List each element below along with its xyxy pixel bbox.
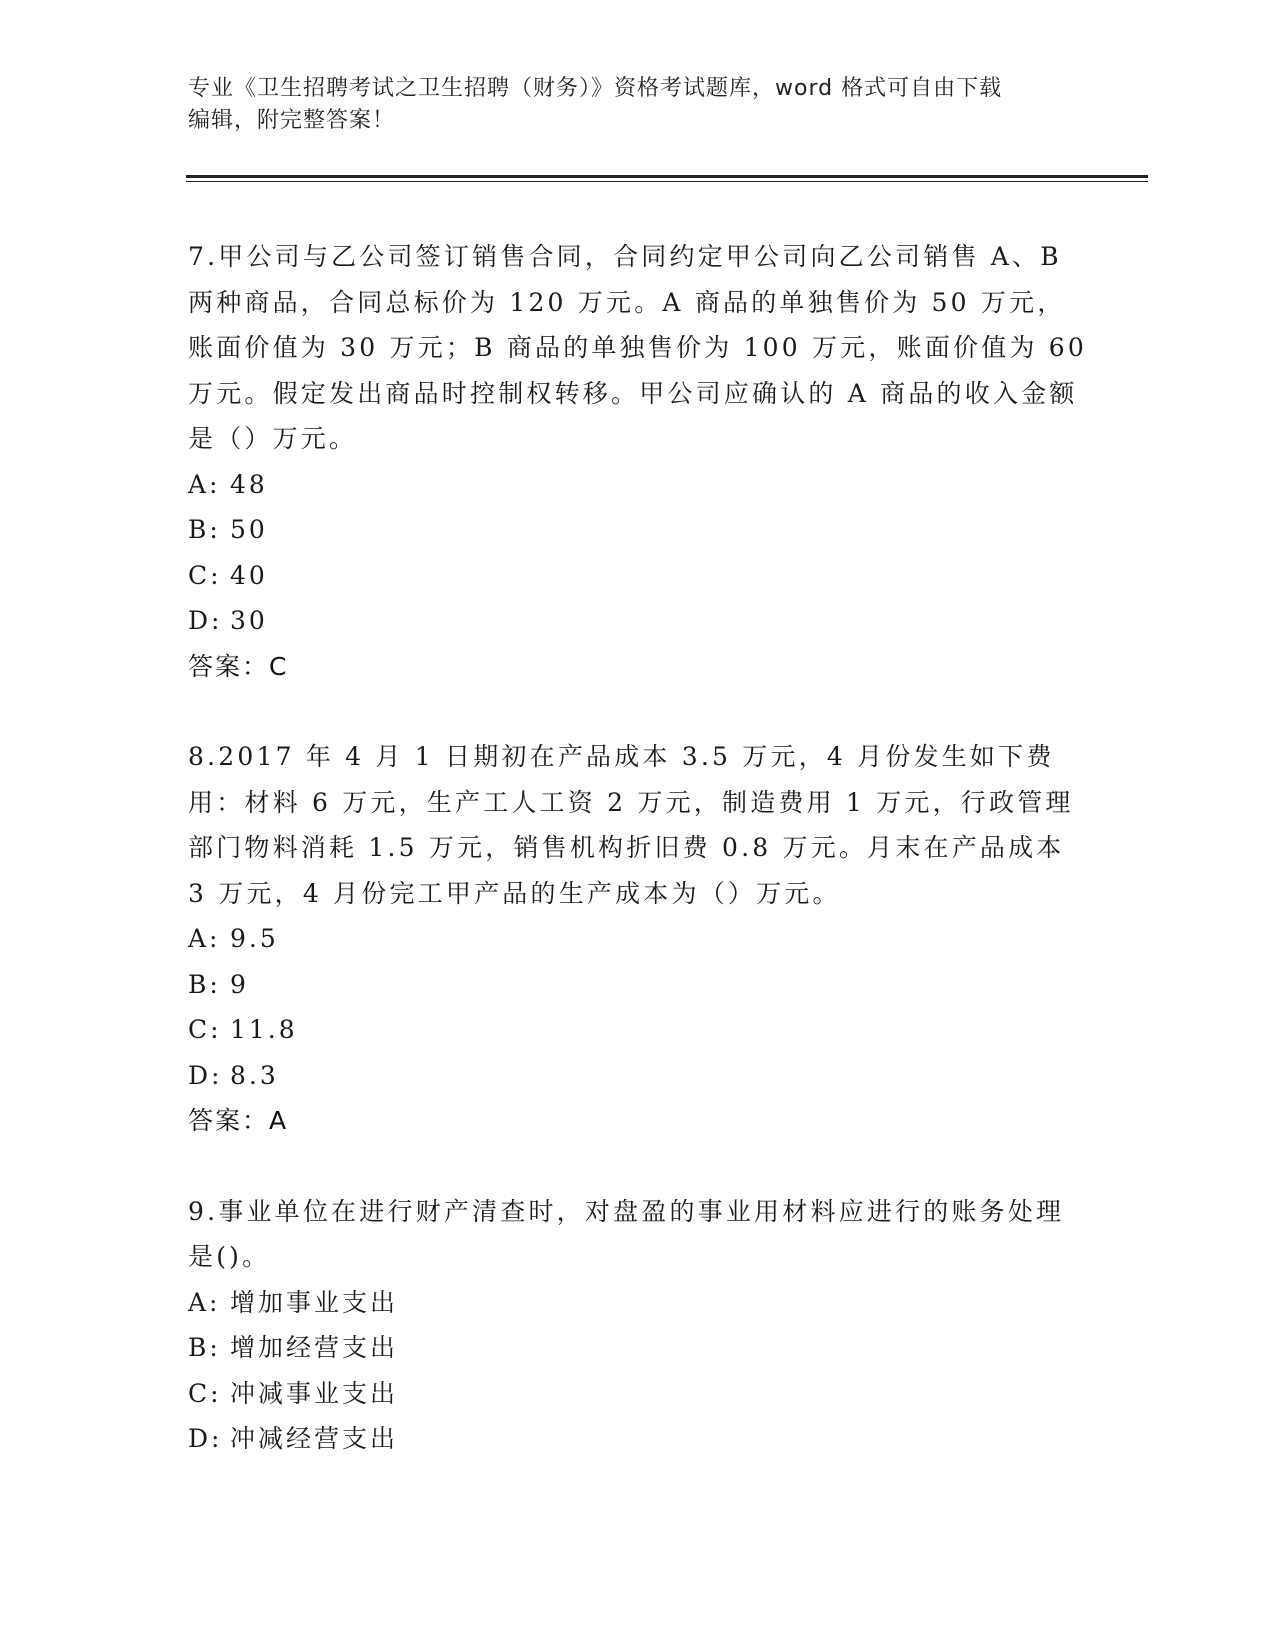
option-key: A: bbox=[188, 469, 221, 499]
option-key: A: bbox=[188, 924, 221, 953]
option-text: 9 bbox=[230, 969, 249, 999]
option-c bbox=[188, 1007, 1088, 1053]
option-key: B: bbox=[188, 1333, 221, 1362]
option-text: 冲减事业支出 bbox=[230, 1378, 399, 1408]
option-key: C: bbox=[188, 1378, 222, 1408]
header-divider-thin bbox=[186, 181, 1148, 182]
option-d bbox=[188, 1416, 1088, 1462]
option-text: 40 bbox=[230, 560, 268, 590]
option-text: 冲减经营支出 bbox=[230, 1424, 399, 1453]
option-key: A: bbox=[188, 1287, 221, 1317]
header-line-2: 编辑，附完整答案！ bbox=[188, 108, 396, 133]
header-divider-thick bbox=[186, 175, 1148, 178]
option-key: B: bbox=[188, 515, 221, 544]
option-text: 8.3 bbox=[230, 1060, 279, 1090]
option-key: D: bbox=[188, 1424, 223, 1453]
option-key: D: bbox=[188, 606, 223, 635]
option-c bbox=[188, 1371, 1088, 1417]
option-key: B: bbox=[188, 969, 221, 999]
option-d bbox=[188, 1053, 1088, 1099]
option-key: C: bbox=[188, 560, 222, 590]
option-b bbox=[188, 962, 1088, 1008]
option-b bbox=[188, 1325, 1088, 1371]
option-key: D: bbox=[188, 1060, 223, 1090]
question-stem: 7.甲公司与乙公司签订销售合同，合同约定甲公司向乙公司销售 A、B 两种商品，合同总标价为 120 万元。A 商品的单独售价为 50 万元，账面价值为 30 万元；B 商品的单独售价为 100 万元，账面价值为 60 万元。假定发出商品时控制权转移。甲公司应确认的 A 商品的收入金额是（）万元。 bbox=[188, 242, 1087, 453]
option-text: 48 bbox=[230, 469, 268, 499]
option-text: 50 bbox=[230, 515, 268, 544]
header-line-1: 专业《卫生招聘考试之卫生招聘（财务）》资格考试题库，word 格式可自由下载 bbox=[188, 76, 1003, 101]
answer-line: 答案：A bbox=[188, 1106, 289, 1135]
option-text: 9.5 bbox=[230, 924, 279, 953]
question-list bbox=[188, 234, 1088, 1507]
question-8 bbox=[188, 734, 1088, 1144]
option-a bbox=[188, 1280, 1088, 1326]
option-a bbox=[188, 916, 1088, 962]
answer-line: 答案：C bbox=[188, 651, 289, 681]
question-9 bbox=[188, 1189, 1088, 1462]
document-header bbox=[188, 73, 1088, 137]
question-stem: 8.2017 年 4 月 1 日期初在产品成本 3.5 万元，4 月份发生如下费用：材料 6 万元，生产工人工资 2 万元，制造费用 1 万元，行政管理部门物料消耗 1.5 万元，销售机构折旧费 0.8 万元。月末在产品成本 3 万元，4 月份完工甲产品的生产成本为（）万元。 bbox=[188, 742, 1074, 908]
option-b bbox=[188, 507, 1088, 553]
option-key: C: bbox=[188, 1015, 222, 1044]
question-7 bbox=[188, 234, 1088, 689]
option-text: 增加事业支出 bbox=[230, 1287, 399, 1317]
option-text: 增加经营支出 bbox=[230, 1333, 399, 1362]
option-d bbox=[188, 598, 1088, 644]
option-text: 11.8 bbox=[230, 1015, 298, 1044]
option-a bbox=[188, 462, 1088, 508]
option-c bbox=[188, 553, 1088, 599]
option-text: 30 bbox=[230, 606, 268, 635]
question-stem: 9.事业单位在进行财产清查时，对盘盈的事业用材料应进行的账务处理是()。 bbox=[188, 1196, 1065, 1271]
